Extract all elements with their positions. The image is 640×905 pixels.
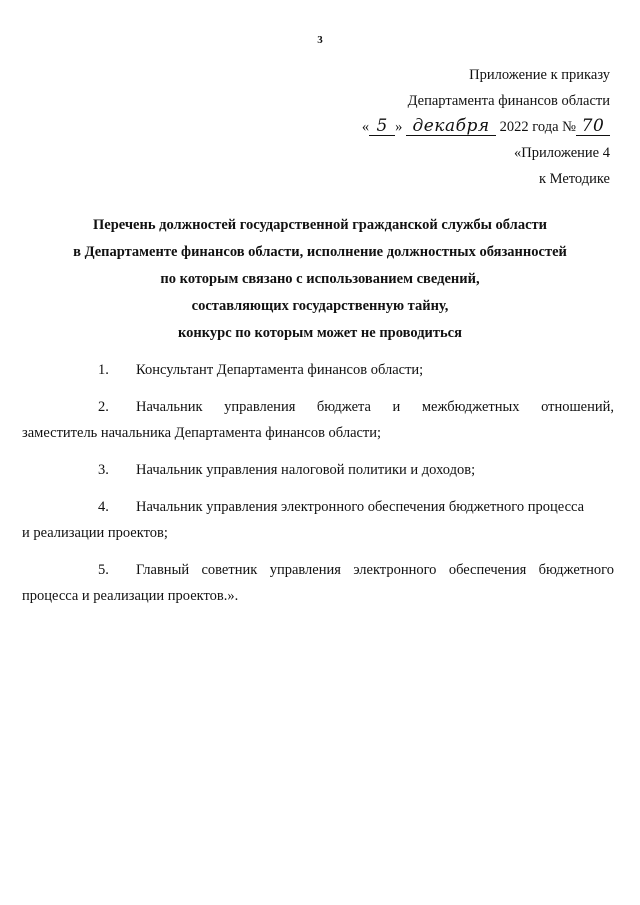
title-line: в Департаменте финансов области, исполнение должностных обязанностей <box>73 244 567 260</box>
appendix-line-order: Приложение к приказу <box>469 67 610 83</box>
date-quote-open: « <box>361 119 370 135</box>
word: и <box>392 399 401 415</box>
word: электронного <box>353 562 437 578</box>
appendix-line-methodology: к Методике <box>538 171 610 187</box>
list-item <box>22 494 614 546</box>
list-item-text: Начальник управления налоговой политики и доходов; <box>136 462 476 478</box>
word: межбюджетных <box>421 399 520 415</box>
list-item-first-line <box>60 557 614 583</box>
list-item <box>60 457 614 483</box>
list-item-number: 1. <box>98 362 109 378</box>
list-item-continuation: заместитель начальника Департамента финансов области; <box>22 425 382 441</box>
word: Главный <box>136 562 190 578</box>
list-item-text: Консультант Департамента финансов области; <box>136 362 424 378</box>
word: отношений, <box>541 399 614 415</box>
list-item-text: Начальник управления электронного обеспечения бюджетного процесса <box>136 499 585 515</box>
word: Начальник <box>136 399 203 415</box>
document-title <box>40 212 600 347</box>
list-item <box>22 557 614 609</box>
title-line: составляющих государственную тайну, <box>191 298 449 314</box>
word: советник <box>201 562 258 578</box>
title-line: конкурс по которым может не проводиться <box>178 325 462 341</box>
appendix-line-date <box>362 114 610 140</box>
word: бюджета <box>316 399 371 415</box>
date-year-label: 2022 года № <box>499 119 576 135</box>
date-quote-close: » <box>395 119 403 135</box>
list-item-number: 5. <box>98 562 109 578</box>
word: управления <box>269 562 341 578</box>
word: управления <box>224 399 296 415</box>
positions-list <box>22 357 614 620</box>
handwritten-day: 5 <box>369 117 395 136</box>
list-item-text <box>136 557 614 583</box>
list-item-continuation: и реализации проектов; <box>22 525 168 541</box>
appendix-line-department: Департамента финансов области <box>407 93 610 109</box>
list-item-number: 3. <box>98 462 109 478</box>
list-item-number: 4. <box>98 499 109 515</box>
list-item-number: 2. <box>98 399 109 415</box>
list-item-text <box>136 394 614 420</box>
list-item-first-line <box>60 457 614 483</box>
list-item-first-line <box>60 394 614 420</box>
list-item <box>22 394 614 446</box>
word: бюджетного <box>538 562 614 578</box>
title-line: Перечень должностей государственной гражданской службы области <box>93 217 547 233</box>
list-item-first-line <box>60 494 614 520</box>
title-line: по которым связано с использованием сведений, <box>160 271 480 287</box>
list-item <box>60 357 614 383</box>
list-item-continuation: процесса и реализации проектов.». <box>22 588 239 604</box>
page-number: 3 <box>317 34 323 46</box>
word: обеспечения <box>448 562 527 578</box>
appendix-header <box>362 62 610 192</box>
appendix-line-annex: «Приложение 4 <box>514 145 610 161</box>
handwritten-order-number: 70 <box>576 117 610 136</box>
handwritten-month: декабря <box>406 117 496 136</box>
list-item-first-line <box>60 357 614 383</box>
